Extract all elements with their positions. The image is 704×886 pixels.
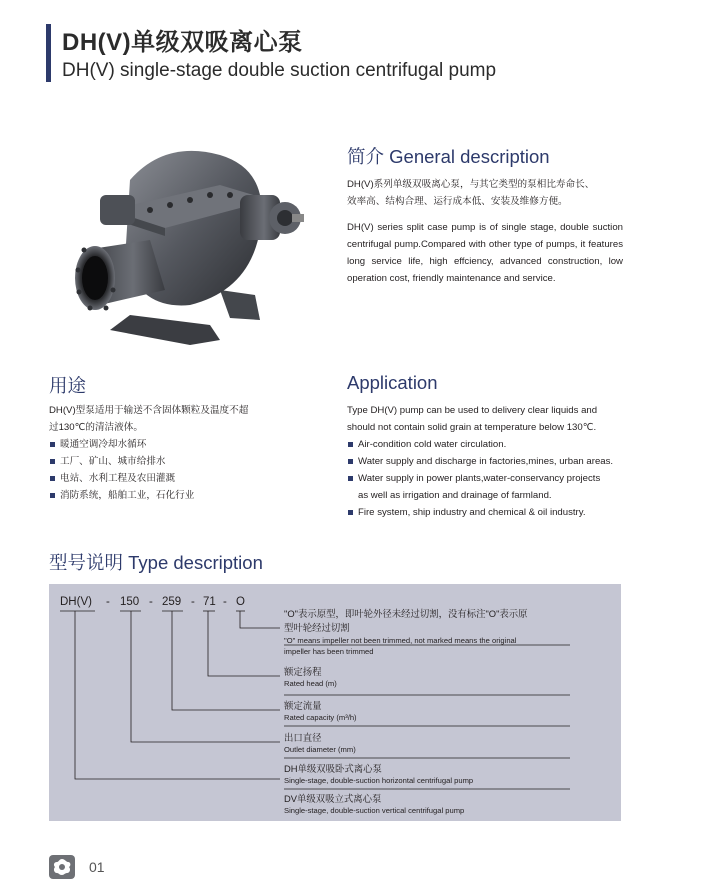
page-number: 01 (89, 859, 105, 875)
usage-item: 工厂、矿山、城市给排水 (49, 453, 309, 470)
label-dv-cn: DV单级双吸立式离心泵 (284, 793, 382, 804)
usage-item: 消防系统，船舶工业，石化行业 (49, 487, 309, 504)
general-cn-line-1: DH(V)系列单级双吸离心泵，与其它类型的泵相比寿命长、 (347, 179, 595, 190)
label-head-cn: 额定扬程 (284, 666, 322, 677)
application-item: Water supply and discharge in factories,mines, urban areas. (347, 453, 637, 470)
usage-item: 暖通空调冷却水循环 (49, 436, 309, 453)
general-text-en: DH(V) series split case pump is of single stage, double suction centrifugal pump.Compared with other type of pumps, it features long service life, high effciency, advanced construction, low operation cost, friendly maintenance and service. (347, 222, 623, 284)
label-head-en: Rated head (m) (284, 679, 337, 688)
code-capacity: 259 (162, 596, 182, 608)
label-impeller-en-2: impeller has been trimmed (284, 647, 374, 656)
general-title-en: General description (389, 146, 550, 167)
application-item-text: Water supply in power plants,water-conservancy projects (358, 473, 601, 484)
application-intro-1: Type DH(V) pump can be used to delivery clear liquids and (347, 405, 598, 416)
application-item: Air-condition cold water circulation. (347, 436, 637, 453)
code-impeller: O (236, 596, 245, 608)
label-dh-en: Single-stage, double-suction horizontal centrifugal pump (284, 776, 474, 785)
code-dash: - (106, 596, 110, 608)
label-dv-en: Single-stage, double-suction vertical centrifugal pump (284, 806, 465, 815)
code-outlet: 150 (120, 596, 140, 608)
application-title: Application (347, 372, 438, 393)
page-title-cn: DH(V)单级双吸离心泵 (62, 29, 303, 56)
usage-intro-1: DH(V)型泵适用于输送不含固体颗粒及温度不超 (49, 405, 249, 416)
code-dash: - (149, 596, 153, 608)
application-item: Fire system, ship industry and chemical & oil industry. (347, 504, 637, 521)
label-outlet-cn: 出口直径 (284, 732, 322, 743)
label-dh-cn: DH单级双吸卧式离心泵 (284, 763, 382, 774)
application-item-continuation: as well as irrigation and drainage of farmland. (358, 490, 552, 501)
usage-intro-2: 过130℃的清洁液体。 (49, 422, 143, 433)
usage-item: 电站、水利工程及农田灌溉 (49, 470, 309, 487)
label-capacity-en: Rated capacity (m³/h) (284, 713, 357, 722)
type-description-title: 型号说明 Type description (49, 552, 263, 573)
label-outlet-en: Outlet diameter (mm) (284, 745, 356, 754)
usage-title: 用途 (49, 375, 87, 396)
company-logo-icon (49, 855, 75, 879)
label-capacity-cn: 额定流量 (284, 700, 322, 711)
code-head: 71 (203, 596, 216, 608)
page-title-en: DH(V) single-stage double suction centrifugal pump (62, 60, 497, 81)
application-intro-2: should not contain solid grain at temperature below 130℃. (347, 422, 597, 433)
code-series: DH(V) (60, 596, 92, 608)
code-dash: - (223, 596, 227, 608)
general-cn-line-2: 效率高、结构合理、运行成本低、安装及维修方便。 (347, 196, 568, 207)
label-impeller-en: "O" means impeller not been trimmed, not marked means the original (284, 636, 517, 645)
label-impeller-cn-2: 型叶轮经过切割 (284, 622, 350, 633)
general-title-cn: 简介 (347, 146, 385, 167)
code-dash: - (191, 596, 195, 608)
label-impeller-cn: "O"表示原型，即叶轮外径未经过切割，没有标注"O"表示原 (284, 608, 528, 619)
